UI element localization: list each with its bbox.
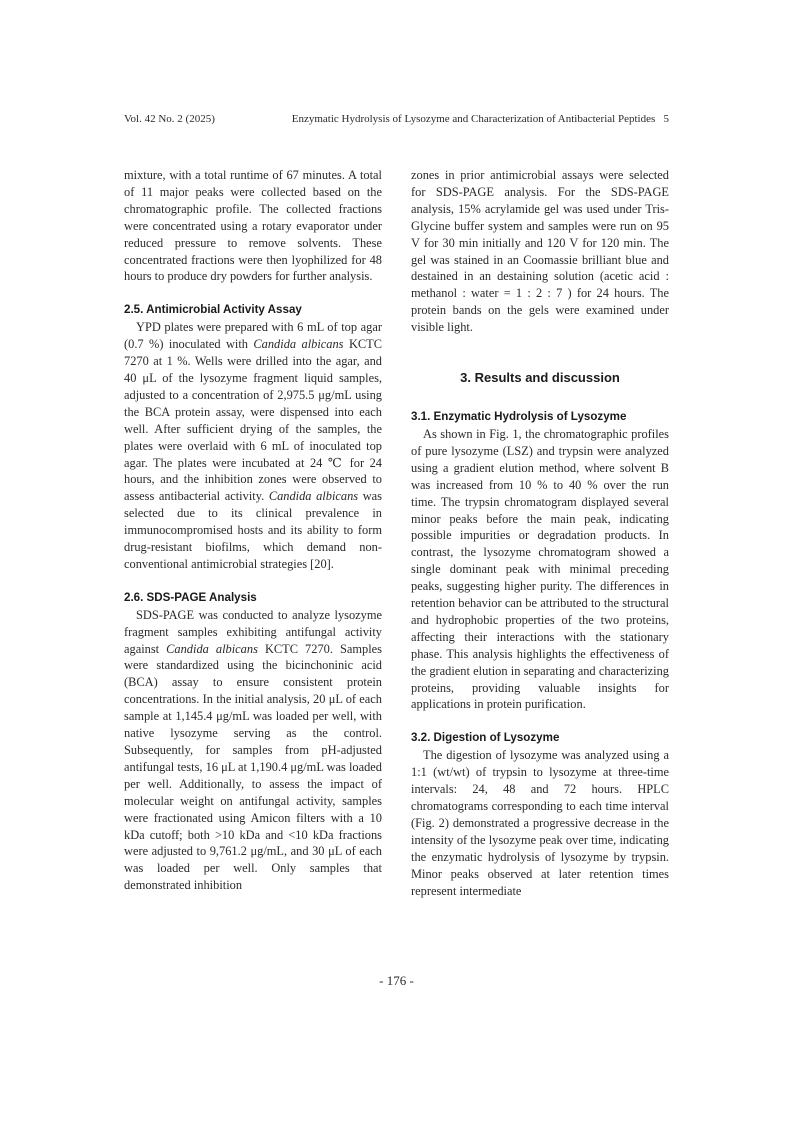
section-2-6-heading: 2.6. SDS-PAGE Analysis: [124, 590, 257, 604]
right-column: [411, 167, 669, 899]
sds-page-continuation-paragraph: zones in prior antimicrobial assays were selected for SDS-PAGE analysis. For the SDS-PAGE analysis, 15% acrylamide gel was used under Tris-Glycine buffer system and samples were run on 95 V for 30 min initially and 120 V for 120 min. The gel was stained in an Coomassie brilliant blue and destained in an destaining solution (acetic acid : methanol : water = 1 : 2 : 7 ) for 24 hours. The protein bands on the gels were examined under visible light.: [411, 168, 669, 335]
running-header: [124, 111, 669, 127]
section-2-5-heading: 2.5. Antimicrobial Activity Assay: [124, 303, 302, 317]
methods-continuation-paragraph: mixture, with a total runtime of 67 minutes. A total of 11 major peaks were collected based on the chromatographic profile. The collected fractions were concentrated using a rotary evaporator under reduced pressure to remove solvents. These concentrated fractions were then lyophilized for 48 hours to produce dry powders for further analysis.: [124, 168, 382, 284]
organism-name: Candida albicans: [253, 337, 344, 352]
antimicrobial-assay-paragraph: YPD plates were prepared with 6 mL of top agar (0.7 %) inoculated with Candida albicans KCTC 7270 at 1 %. Wells were drilled into the agar, and 40 μL of the lysozyme fragment liquid samples, adjusted to a concentration of 2,975.5 μg/mL using the BCA protein assay, were dispensed into each well. After sufficient drying of the samples, the plates were overlaid with 6 mL of inoculated top agar. The plates were incubated at 24 ℃ for 24 hours, and the inhibition zones were observed to assess antibacterial activity. Candida albicans was selected due to its clinical prevalence in immunocompromised hosts and its ability to form drug-resistant biofilms, which demand non-conventional antimicrobial strategies [20].: [124, 320, 382, 571]
organism-name: Candida albicans: [268, 489, 359, 504]
running-title: Enzymatic Hydrolysis of Lysozyme and Characterization of Antibacterial Peptides 5: [291, 113, 669, 125]
left-column: [124, 167, 382, 894]
organism-name: Candida albicans: [166, 641, 258, 656]
hydrolysis-paragraph: As shown in Fig. 1, the chromatographic profiles of pure lysozyme (LSZ) and trypsin were analyzed using a gradient elution method, where solvent B was increased from 10 % to 40 % over the run time. The trypsin chromatogram displayed several minor peaks before the main peak, indicating possible impurities or degradation products. In contrast, the lysozyme chromatogram showed a single dominant peak with minimal preceding peaks, suggesting higher purity. The differences in retention behavior can be attributed to the structural and hydrophobic properties of the two proteins, affecting their interactions with the stationary phase. This analysis highlights the effectiveness of the gradient elution in separating and characterizing proteins, providing valuable insights for applications in protein purification.: [411, 426, 669, 712]
section-3-1-heading: 3.1. Enzymatic Hydrolysis of Lysozyme: [411, 410, 627, 424]
sds-page-paragraph: SDS-PAGE was conducted to analyze lysozyme fragment samples exhibiting antifungal activity against Candida albicans KCTC 7270. Samples were standardized using the bicinchoninic acid (BCA) assay to ensure consistent protein concentrations. In the initial analysis, 20 μL of each sample at 1,145.4 μg/mL was loaded per well, with native lysozyme serving as the control. Subsequently, for samples from pH-adjusted antifungal tests, 16 μL at 1,190.4 μg/mL was loaded per well. Additionally, to assess the impact of molecular weight on antifungal activity, samples were fractionated using Amicon filters with a 10 kDa cutoff; both >10 kDa and <10 kDa fractions were adjusted to 9,761.2 μg/mL, and 30 μL of each was loaded per well. Only samples that demonstrated inhibition: [124, 607, 382, 893]
digestion-paragraph: The digestion of lysozyme was analyzed using a 1:1 (wt/wt) of trypsin to lysozyme at three-time intervals: 24, 48 and 72 hours. HPLC chromatograms corresponding to each time interval (Fig. 2) demonstrated a progressive decrease in the intensity of the lysozyme peak over time, indicating the enzymatic hydrolysis of lysozyme by trypsin. Minor peaks observed at later retention times represent intermediate: [411, 748, 669, 898]
section-3-2-heading: 3.2. Digestion of Lysozyme: [411, 731, 560, 745]
journal-volume: Vol. 42 No. 2 (2025): [124, 113, 215, 125]
page-number: - 176 -: [379, 973, 414, 988]
section-3-heading: 3. Results and discussion: [460, 370, 620, 386]
